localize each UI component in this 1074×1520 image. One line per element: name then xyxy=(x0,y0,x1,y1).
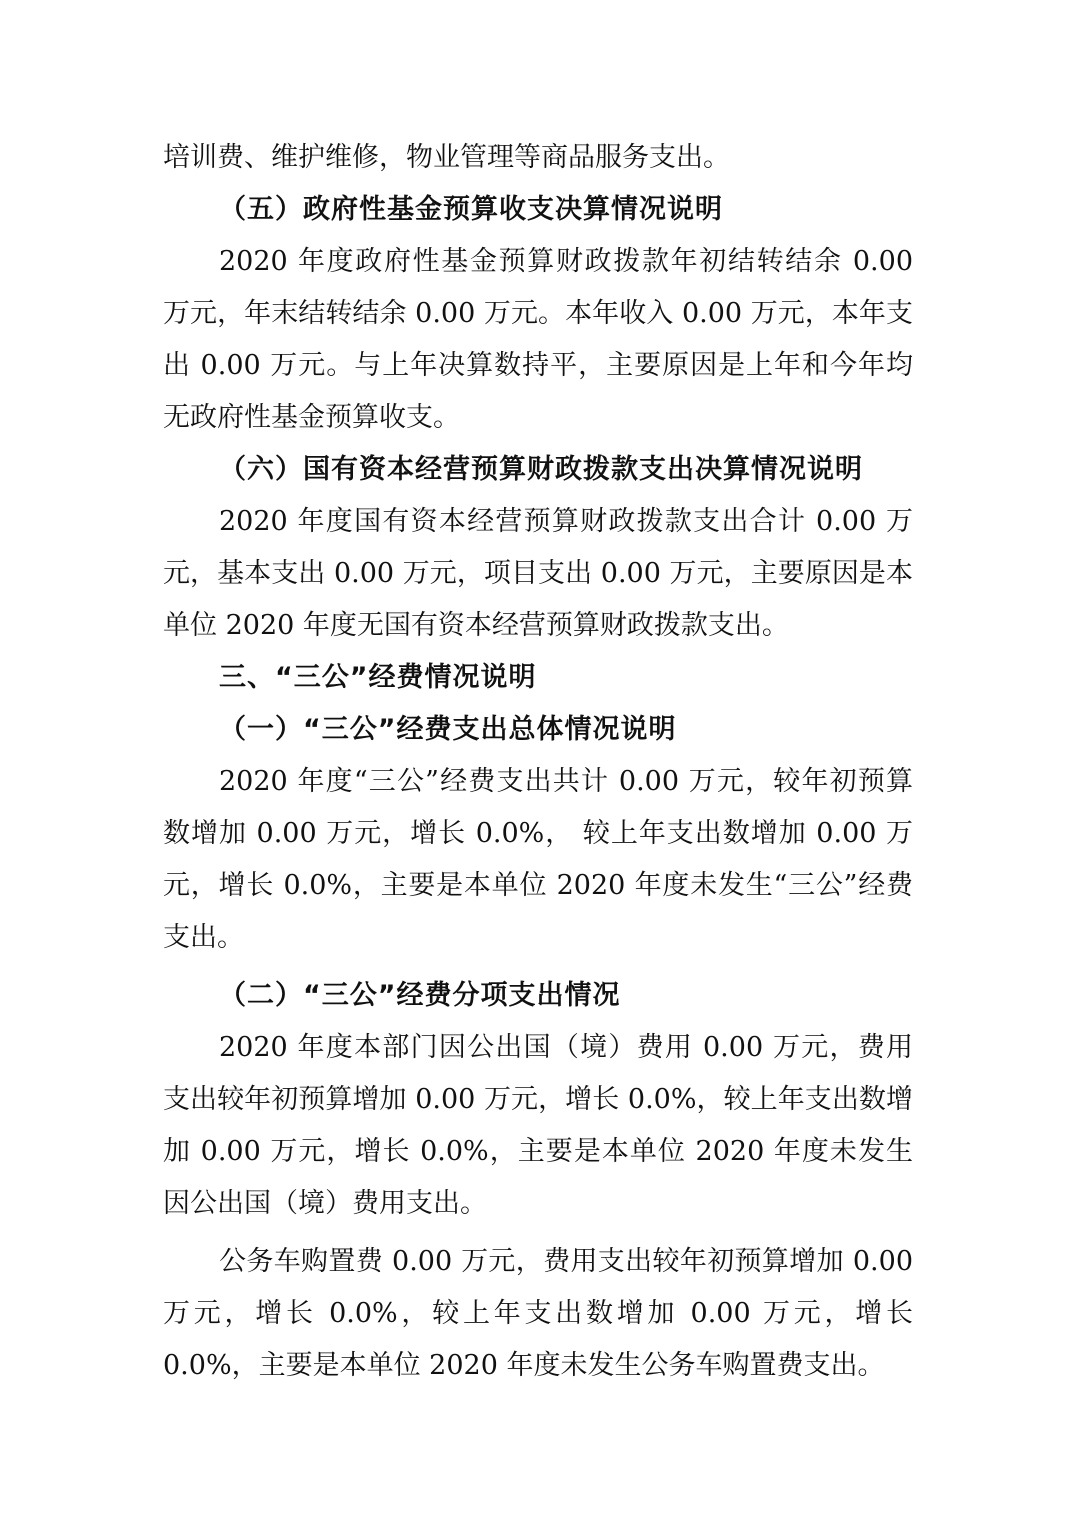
heading-three-public-overall: （一）“三公”经费支出总体情况说明 xyxy=(219,714,677,745)
paragraph-state-capital-budget: 2020 年度国有资本经营预算财政拨款支出合计 0.00 万元，基本支出 0.00 万元，项目支出 0.00 万元，主要原因是本单位 2020 年度无国有资本经营预算财政拨款支出。 xyxy=(163,506,913,641)
paragraph-training-expenses: 培训费、维护维修，物业管理等商品服务支出。 xyxy=(163,142,730,173)
heading-state-capital-budget: （六）国有资本经营预算财政拨款支出决算情况说明 xyxy=(219,454,863,485)
paragraph-vehicle-purchase: 公务车购置费 0.00 万元，费用支出较年初预算增加 0.00 万元，增长 0.0%，较上年支出数增加 0.00 万元，增长 0.0%，主要是本单位 2020 年度未发生公务车购置费支出。 xyxy=(163,1246,913,1381)
heading-three-public-expenses: 三、“三公”经费情况说明 xyxy=(219,662,537,693)
heading-three-public-itemized: （二）“三公”经费分项支出情况 xyxy=(219,980,621,1011)
paragraph-three-public-overall: 2020 年度“三公”经费支出共计 0.00 万元，较年初预算数增加 0.00 万元，增长 0.0%， 较上年支出数增加 0.00 万元，增长 0.0%，主要是本单位 2020 年度未发生“三公”经费支出。 xyxy=(163,766,913,953)
paragraph-overseas-travel: 2020 年度本部门因公出国（境）费用 0.00 万元，费用支出较年初预算增加 0.00 万元，增长 0.0%，较上年支出数增加 0.00 万元，增长 0.0%，主要是本单位 2020 年度未发生因公出国（境）费用支出。 xyxy=(163,1032,913,1219)
heading-government-fund-budget: （五）政府性基金预算收支决算情况说明 xyxy=(219,194,723,225)
document-page xyxy=(163,132,913,1392)
paragraph-government-fund-budget: 2020 年度政府性基金预算财政拨款年初结转结余 0.00 万元，年末结转结余 0.00 万元。本年收入 0.00 万元，本年支出 0.00 万元。与上年决算数持平，主要原因是上年和今年均无政府性基金预算收支。 xyxy=(163,246,913,433)
